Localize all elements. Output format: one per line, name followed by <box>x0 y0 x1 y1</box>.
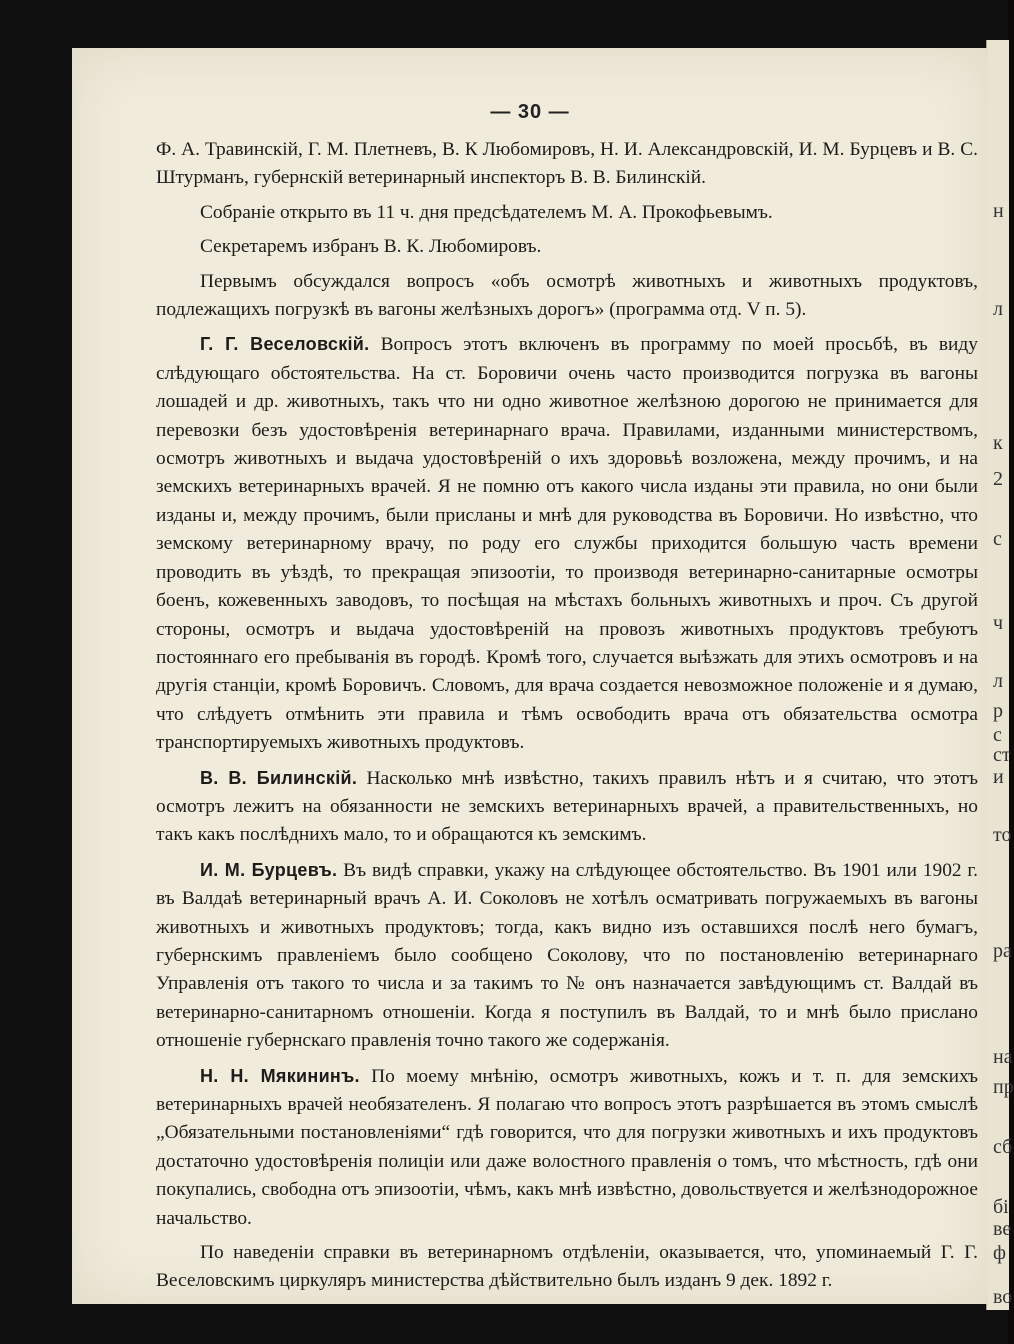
edge-fragment: бі <box>993 1196 1009 1218</box>
edge-fragment: л <box>993 298 1003 320</box>
paragraph <box>156 330 978 757</box>
edge-fragment: ч <box>993 612 1004 634</box>
edge-fragment: ра <box>993 940 1012 962</box>
edge-fragment: с <box>993 724 1002 746</box>
paragraph <box>156 1062 978 1233</box>
paragraph <box>156 856 978 1056</box>
edge-fragment: ве <box>993 1218 1012 1240</box>
document-page <box>72 48 988 1304</box>
paragraph <box>156 199 978 227</box>
paragraph-text: Секретаремъ избранъ В. К. Любомировъ. <box>200 236 542 258</box>
paragraph <box>156 233 978 261</box>
paragraph-text: По наведеніи справки въ ветеринарномъ отдѣленіи, оказывается, что, упоминаемый Г. Г. Веселовскимъ циркуляръ министерства дѣйствительно былъ изданъ 9 дек. 1892 г. <box>156 1242 978 1292</box>
paragraph-text: Первымъ обсуждался вопросъ «объ осмотрѣ животныхъ и животныхъ продуктовъ, подлежащихъ погрузкѣ въ вагоны желѣзныхъ дорогъ» (программа отд. V п. 5). <box>156 270 978 321</box>
paragraph <box>156 136 978 193</box>
edge-fragment: ст <box>993 744 1011 766</box>
edge-fragment: то <box>993 824 1012 846</box>
paragraph <box>156 268 978 325</box>
body-text <box>156 136 978 1302</box>
speaker-name: Г. Г. Веселовскій. <box>200 334 370 355</box>
page-number: — 30 — <box>490 101 570 123</box>
paragraph-text: Въ видѣ справки, укажу на слѣдующее обстоятельство. Въ 1901 или 1902 г. въ Валдаѣ ветеринарный врачъ А. И. Соколовъ не хотѣлъ осматривать погружаемыхъ въ вагоны животныхъ и животныхъ продуктовъ; тогда, какъ видно изъ оставшихся послѣ него бумагъ, губернскимъ правленіемъ было сообщено Соколову, что по постановленію ветеринарнаго Управленія отъ такого то числа и за такимъ то № онъ назначается завѣдующимъ ст. Валдай въ ветеринарно-санитарномъ отношеніи. Когда я поступилъ въ Валдай, то и мнѣ было прислано отношеніе губернскаго правленія точно такого же содержанія. <box>156 859 979 1052</box>
edge-fragment: во <box>993 1286 1013 1308</box>
paragraph-text: Вопросъ этотъ включенъ въ программу по моей просьбѣ, въ виду слѣдующаго обстоятельства. На ст. Боровичи очень часто производится погрузка въ вагоны лошадей и др. животныхъ, такъ что ни одно животное желѣзною дорогою не принимается для перевозки безъ удостовѣренія ветеринарнаго врача. Правилами, изданными министерствомъ, осмотръ животныхъ и выдача удостовѣреній о ихъ здоровьѣ возложена, между прочимъ, и на земскихъ ветеринарныхъ врачей. Я не помню отъ какого числа изданы эти правила, но они были изданы и, между прочимъ, были присланы и мнѣ для руководства въ Боровичи. Но извѣстно, что земскому ветеринарному врачу, по роду его службы приходится большую часть времени проводить въ уѣздѣ, то прекращая эпизоотіи, то производя ветеринарно-санитарные осмотры боенъ, кожевенныхъ заводовъ, то посѣщая на мѣстахъ больныхъ животныхъ и проч. Съ другой стороны, осмотръ и выдача удостовѣреній на провозъ животныхъ продуктовъ требуютъ постояннаго его пребыванія въ городѣ. Кромѣ того, случается выѣзжать для этихъ осмотровъ и на другія станціи, кромѣ Боровичъ. Словомъ, для врача создается невозможное положеніе и я думаю, что слѣдуетъ отмѣнить эти правила и тѣмъ освободить врача отъ обязательства осмотра транспортируемыхъ животныхъ продуктовъ. <box>156 334 978 754</box>
paragraph-text: По моему мнѣнію, осмотръ животныхъ, кожъ и т. п. для земскихъ ветеринарныхъ врачей необязателенъ. Я полагаю что вопросъ этотъ разрѣшается въ этомъ смыслѣ „Обязательными постановленіями“ гдѣ говорится, что для погрузки животныхъ и ихъ продуктовъ достаточно удостовѣренія полиціи или даже волостного правленія о томъ, что мѣстность, гдѣ они покупались, свободна отъ эпизоотіи, чѣмъ, какъ мнѣ извѣстно, довольствуется и желѣзнодорожное начальство. <box>156 1065 978 1229</box>
speaker-name: И. М. Бурцевъ. <box>200 859 338 880</box>
edge-fragment: сб <box>993 1136 1013 1158</box>
edge-fragment: и <box>993 766 1004 788</box>
edge-fragment: н <box>993 200 1004 222</box>
paragraph-text: Насколько мнѣ извѣстно, такихъ правилъ нѣтъ и я считаю, что этотъ осмотръ лежитъ на обязанности не земскихъ ветеринарныхъ врачей, а правительственныхъ, но такъ какъ послѣднихъ мало, то и обращаются къ земскимъ. <box>156 767 978 846</box>
edge-fragment: ф <box>993 1242 1006 1264</box>
next-page-edge <box>986 40 1014 1310</box>
paragraph-text: Ф. А. Травинскій, Г. М. Плетневъ, В. К Любомировъ, Н. И. Александровскій, И. М. Бурцевъ и В. С. Штурманъ, губернскій ветеринарный инспекторъ В. В. Билинскій. <box>156 139 978 189</box>
edge-fragment: пр <box>993 1076 1014 1098</box>
edge-fragment: р <box>993 700 1003 722</box>
paragraph-text: Собраніе открыто въ 11 ч. дня предсѣдателемъ М. А. Прокофьевымъ. <box>200 201 773 223</box>
paragraph <box>156 1239 978 1296</box>
edge-fragment: л <box>993 670 1003 692</box>
edge-fragment: на <box>993 1046 1013 1068</box>
speaker-name: В. В. Билинскій. <box>200 767 358 788</box>
edge-fragment: к <box>993 432 1003 454</box>
edge-fragment: с <box>993 528 1002 550</box>
speaker-name: Н. Н. Мякининъ. <box>200 1065 360 1086</box>
edge-fragment: 2 <box>993 468 1003 490</box>
paragraph <box>156 764 978 850</box>
